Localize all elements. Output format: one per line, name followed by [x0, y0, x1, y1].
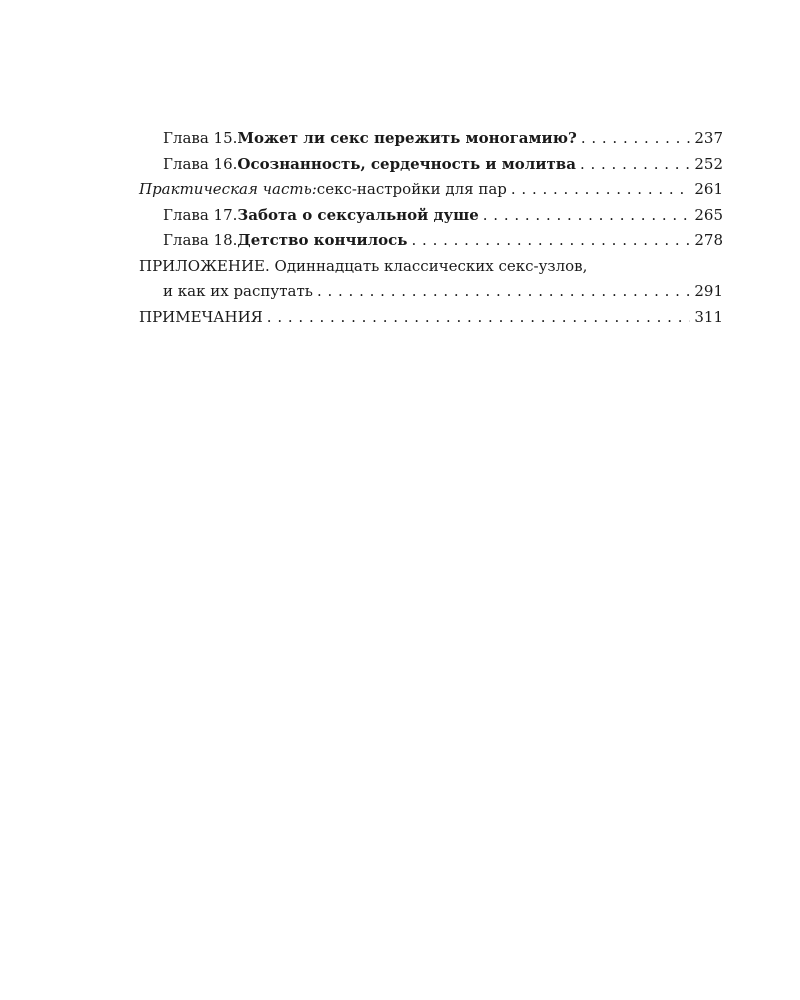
chapter-16-title: Осознанность, сердечность и молитва: [237, 154, 576, 173]
dot-leader: [511, 177, 690, 203]
chapter-18-title: Детство кончилось: [237, 231, 408, 249]
chapter-18-prefix: Глава 18.: [163, 231, 238, 249]
chapter-16-page: 252: [694, 154, 723, 173]
chapter-17-prefix: Глава 17.: [163, 205, 238, 224]
chapter-18-page: 278: [694, 231, 723, 249]
dot-leader: [412, 228, 691, 254]
toc-entry-practical-part[interactable]: [139, 177, 723, 203]
notes-page: 311: [694, 307, 723, 326]
appendix-line2: и как их распутать: [163, 282, 313, 300]
chapter-17-title: Забота о сексуальной душе: [237, 205, 479, 224]
chapter-17-page: 265: [694, 205, 723, 224]
chapter-15-page: 237: [694, 129, 723, 147]
toc-entry-chapter-16[interactable]: [139, 152, 723, 178]
toc-entry-chapter-15[interactable]: [139, 126, 723, 152]
table-of-contents: [139, 126, 723, 330]
practical-part-page: 261: [694, 180, 723, 198]
toc-entry-appendix[interactable]: [139, 279, 723, 305]
toc-entry-appendix-line1[interactable]: ПРИЛОЖЕНИЕ. Одиннадцать классических секс-узлов,: [139, 256, 588, 275]
dot-leader: [317, 279, 690, 305]
chapter-15-prefix: Глава 15.: [163, 129, 238, 147]
chapter-16-prefix: Глава 16.: [163, 154, 238, 173]
appendix-page: 291: [694, 282, 723, 300]
toc-entry-chapter-17[interactable]: [139, 203, 723, 229]
toc-entry-notes[interactable]: [139, 305, 723, 331]
toc-entry-chapter-18[interactable]: [139, 228, 723, 254]
notes-label: ПРИМЕЧАНИЯ: [139, 307, 263, 326]
dot-leader: [483, 203, 691, 229]
practical-part-label: Практическая часть:: [139, 180, 317, 198]
chapter-15-title: Может ли секс пережить моногамию?: [237, 129, 577, 147]
practical-part-title: секс-настройки для пар: [316, 180, 507, 198]
dot-leader: [580, 152, 690, 178]
dot-leader: [267, 305, 691, 331]
dot-leader: [581, 126, 691, 152]
